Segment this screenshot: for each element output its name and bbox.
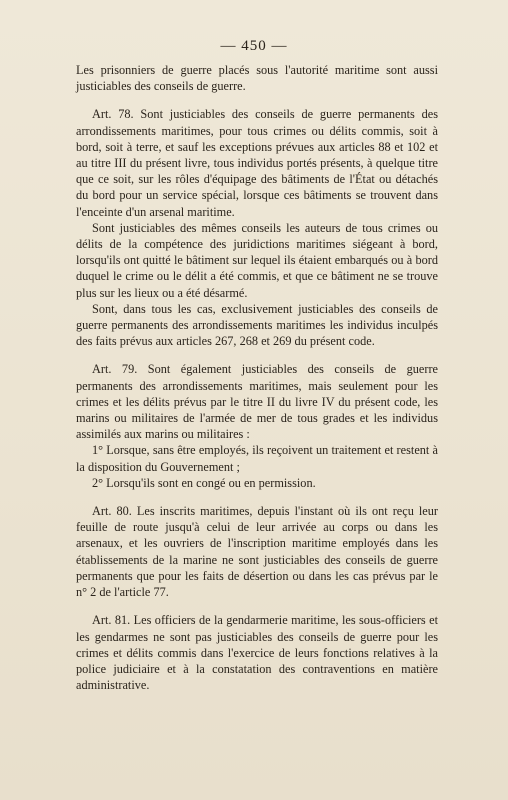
article-78: Art. 78. Sont justiciables des conseils de guerre permanents des arrondissements maritimes, pour tous crimes ou délits commis, soit à bord, soit à terre, et sauf les exceptions prévues aux articles 88 et 102 et au titre III du présent livre, tous individus portés présents, à quelque titre que ce soit, sur les rôles d'équipage des bâtiments de l'État ou détachés du bord pour un service spécial, lorsque ces bâtiments se trouvent dans l'enceinte d'un arsenal maritime. [76, 107, 438, 219]
article-78-paragraph-2: Sont justiciables des mêmes conseils les auteurs de tous crimes ou délits de la compétence des juridictions maritimes siégeant à bord, lorsqu'ils ont quitté le bâtiment sur lequel ils étaient embarqués ou à bord duquel le crime ou le délit a été commis, et que ce bâtiment ne se trouve plus sur les lieux ou a été désarmé. [76, 220, 438, 300]
article-79-item-1: 1° Lorsque, sans être employés, ils reçoivent un traitement et restent à la disposition du Gouvernement ; [76, 443, 438, 474]
page-number: — 450 — [220, 38, 288, 54]
article-79: Art. 79. Sont également justiciables des conseils de guerre permanents des arrondissements maritimes, mais seulement pour les crimes et les délits prévus par le titre II du livre IV du présent code, les marins ou militaires de l'armée de mer de tous grades et les individus assimilés aux marins ou militaires : [76, 362, 438, 442]
paragraph-intro: Les prisonniers de guerre placés sous l'autorité maritime sont aussi justiciables des conseils de guerre. [76, 63, 438, 94]
article-81: Art. 81. Les officiers de la gendarmerie maritime, les sous-officiers et les gendarmes ne sont pas justiciables des conseils de guerre pour les crimes et délits commis dans l'exercice de leurs fonctions relatives à la police judiciaire et à la constatation des contraventions en matière administrative. [76, 613, 438, 693]
article-79-item-2: 2° Lorsqu'ils sont en congé ou en permission. [92, 475, 316, 490]
article-80: Art. 80. Les inscrits maritimes, depuis l'instant où ils ont reçu leur feuille de route jusqu'à celui de leur arrivée au corps ou dans les arsenaux, et les ouvriers de l'inscription maritime employés dans les établissements de la marine ne sont justiciables des conseils de guerre permanents que pour les faits de désertion ou dans les cas prévus par le n° 2 de l'article 77. [76, 504, 438, 600]
page-body [76, 62, 438, 693]
article-78-paragraph-3: Sont, dans tous les cas, exclusivement justiciables des conseils de guerre permanents des arrondissements maritimes les individus inculpés des faits prévus aux articles 267, 268 et 269 du présent code. [76, 301, 438, 349]
